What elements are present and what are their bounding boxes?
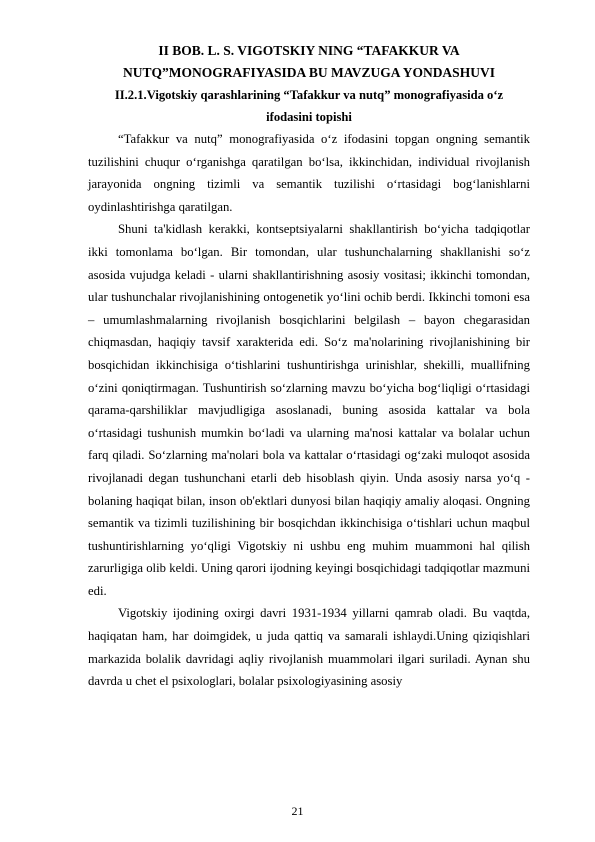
chapter-heading-line-1: II BOB. L. S. VIGOTSKIY NING “TAFAKKUR VA bbox=[158, 43, 460, 58]
document-page bbox=[88, 40, 530, 693]
page-number: 21 bbox=[291, 804, 304, 818]
section-heading-line-2: ifodasini topishi bbox=[266, 110, 352, 124]
section-heading-line-1: II.2.1.Vigotskiy qarashlarining “Tafakkur va nutq” monografiyasida o‘z bbox=[114, 88, 504, 102]
body-paragraph-2: Shuni ta'kidlash kerakki, kontseptsiyalarni shakllantirish bo‘yicha tadqiqotlar ikki tomonlama bo‘lgan. Bir tomondan, ular tushunchalarning shakllanishi so‘z asosida vujudga keladi - ularni shakllantirishning asosiy vositasi; ikkinchi tomondan, ular tushunchalar rivojlanishining ontogenetik yo‘lini ochib berdi. Ikkinchi tomoni esa – umumlashmalarning rivojlanish bosqichlarini belgilash – bayon chegarasidan chiqmasdan, haqiqiy tavsif xarakterida edi. So‘z ma'nolarining rivojlanishining bir bosqichidan ikkinchisiga o‘tishlarini tushuntirishga urinishlar, shekilli, muallifning o‘zini qoniqtirmagan. Tushuntirish so‘zlarning mavzu bo‘yicha bog‘liqligi o‘rtasidagi qarama-qarshiliklar mavjudligiga asoslanadi, buning asosida kattalar va bola o‘rtasidagi tushunish mumkin bo‘ladi va ularning ma'nosi kattalar va bolalar uchun farq qiladi. So‘zlarning ma'nolari bola va kattalar o‘rtasidagi og‘zaki muloqot asosida rivojlanadi degan tushunchani etarli deb hisoblash qiyin. Unda asosiy narsa yo‘q - bolaning haqiqat bilan, inson ob'ektlari dunyosi bilan haqiqiy amaliy aloqasi. Ongning semantik va tizimli tuzilishining bir bosqichdan ikkinchisiga o‘tishlari uchun maqbul tushuntirishlarning yo‘qligi Vigotskiy ni ushbu eng muhim muammoni hal qilish zarurligiga olib keldi. Uning qarori ijodning keyingi bosqichidagi tadqiqotlar mazmuni edi. bbox=[88, 222, 530, 598]
body-paragraph-3: Vigotskiy ijodining oxirgi davri 1931-1934 yillarni qamrab oladi. Bu vaqtda, haqiqatan ham, har doimgidek, u juda qattiq va samarali ishlaydi.Uning qiziqishlari markazida bolalik davridagi aqliy rivojlanish muammolari ilgari suriladi. Aynan shu davrda u chet el psixologlari, bolalar psixologiyasining asosiy bbox=[88, 606, 530, 689]
body-paragraph-1: “Tafakkur va nutq” monografiyasida o‘z ifodasini topgan ongning semantik tuzilishini chuqur o‘rganishga qaratilgan bo‘lsa, ikkinchidan, individual rivojlanish jarayonida ongning tizimli va semantik tuzilishi o‘rtasidagi bog‘lanishlarni oydinlashtirishga qaratilgan. bbox=[88, 132, 530, 214]
chapter-heading-line-2: NUTQ”MONOGRAFIYASIDA BU MAVZUGA YONDASHUVI bbox=[123, 65, 495, 80]
